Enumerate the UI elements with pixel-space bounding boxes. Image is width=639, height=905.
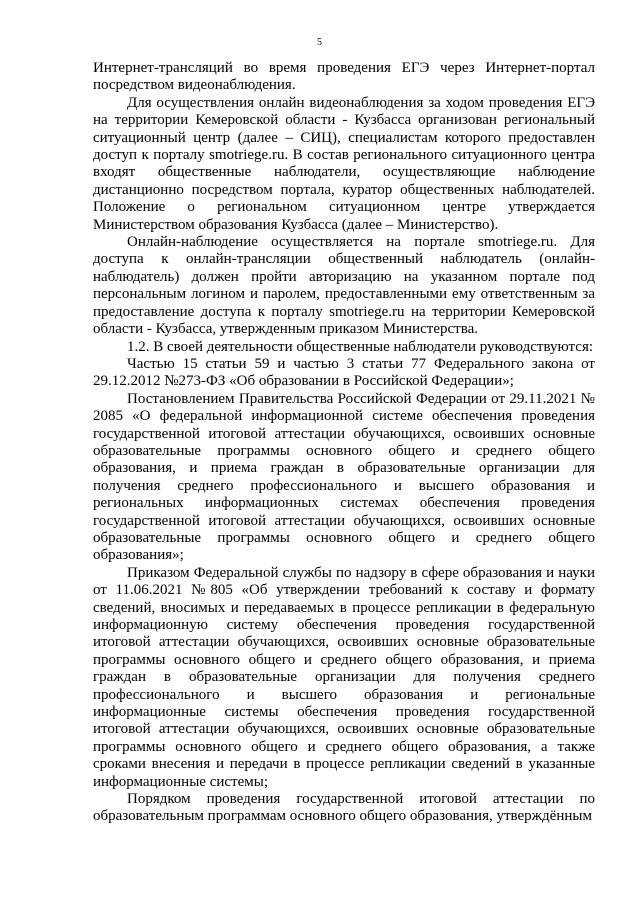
paragraph-continuation: Интернет-трансляций во время проведения ЕГЭ через Интернет-портал посредством видеонаблюдения. (93, 60, 595, 94)
paragraph-rosobrnadzor-order: Приказом Федеральной службы по надзору в сфере образования и науки от 11.06.2021 №805 «Об утверждении требований к составу и формату сведений, вносимых и передаваемых в процессе репликации в федеральную информационную систему обеспечения проведения государственной итоговой аттестации обучающихся, освоивших основные образовательные программы основного общего и среднего общего образования, и приема граждан в образовательные организации для получения среднего профессионального и высшего образования и региональные информационные системы обеспечения проведения государственной итоговой аттестации обучающихся, освоивших основные образовательные программы основного общего и среднего общего образования, а также сроками внесения и передачи в процессе репликации сведений в указанные информационные системы; (93, 564, 595, 790)
document-body (93, 60, 595, 826)
paragraph-situational-center: Для осуществления онлайн видеонаблюдения за ходом проведения ЕГЭ на территории Кемеровской области - Кузбасса организован региональный ситуационный центр (далее – СИЦ), специалистам которого предоставлен доступ к порталу smotriege.ru. В состав регионального ситуационного центра входят общественные наблюдатели, осуществляющие наблюдение дистанционно посредством портала, куратор общественных наблюдателей. Положение о региональном ситуационном центре утверждается Министерством образования Кузбасса (далее – Министерство). (93, 94, 595, 233)
page-number: 5 (317, 37, 322, 48)
paragraph-section-1-2: 1.2. В своей деятельности общественные наблюдатели руководствуются: (127, 338, 594, 355)
paragraph-online-observation: Онлайн-наблюдение осуществляется на портале smotriege.ru. Для доступа к онлайн-трансляции общественный наблюдатель (онлайн-наблюдатель) должен пройти авторизацию на указанном портале под персональным логином и паролем, предоставленными ему ответственным за предоставление доступа к порталу smotriege.ru на территории Кемеровской области - Кузбасса, утвержденным приказом Министерства. (93, 234, 595, 338)
paragraph-government-decree: Постановлением Правительства Российской Федерации от 29.11.2021 № 2085 «О федеральной информационной системе обеспечения проведения государственной итоговой аттестации обучающихся, освоивших основные образовательные программы основного общего и среднего общего образования, и приема граждан в образовательные организации для получения среднего профессионального и высшего образования и региональных информационных системах обеспечения проведения государственной итоговой аттестации обучающихся, освоивших основные образовательные программы основного общего и среднего общего образования»; (93, 390, 595, 564)
paragraph-procedure: Порядком проведения государственной итоговой аттестации по образовательным программам основного общего образования, утверждённым (93, 791, 595, 825)
paragraph-federal-law: Частью 15 статьи 59 и частью 3 статьи 77 Федерального закона от 29.12.2012 №273-ФЗ «Об образовании в Российской Федерации»; (93, 355, 595, 390)
